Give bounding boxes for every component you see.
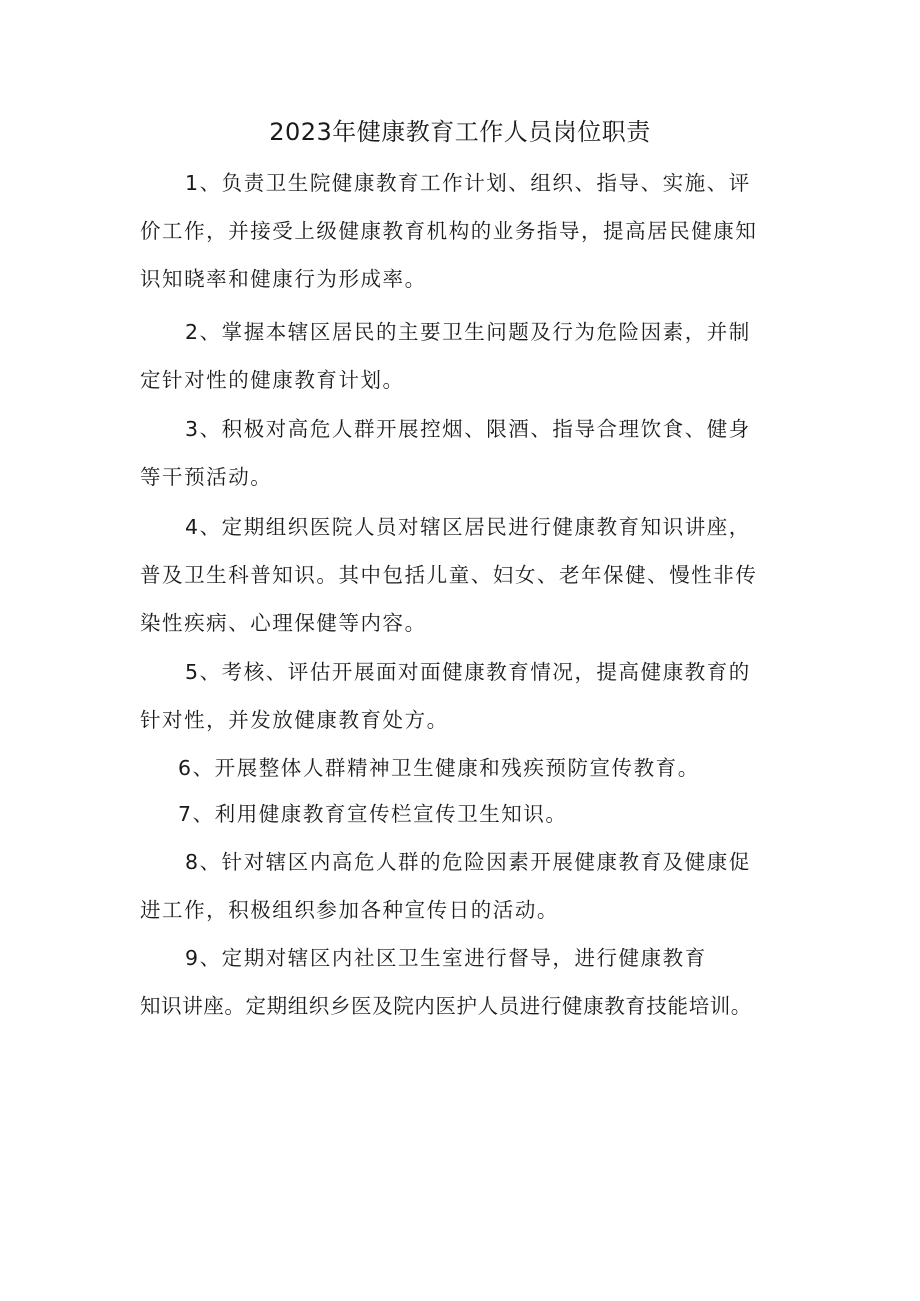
duty-6-line-1: 6、开展整体人群精神卫生健康和残疾预防宣传教育。 xyxy=(178,756,700,780)
duty-5-line-1: 5、考核、评估开展面对面健康教育情况，提高健康教育的 xyxy=(185,660,751,684)
duty-4-line-3: 染性疾病、心理保健等内容。 xyxy=(140,611,427,635)
duty-1-line-1: 1、负责卫生院健康教育工作计划、组织、指导、实施、评 xyxy=(185,171,751,195)
duty-4-line-1: 4、定期组织医院人员对辖区居民进行健康教育知识讲座， xyxy=(185,515,751,539)
duty-7-line-1: 7、利用健康教育宣传栏宣传卫生知识。 xyxy=(178,802,568,826)
duty-1-line-2: 价工作，并接受上级健康教育机构的业务指导，提高居民健康知 xyxy=(140,219,758,243)
duty-8-line-2: 进工作，积极组织参加各种宣传日的活动。 xyxy=(140,898,559,922)
duty-5-line-2: 针对性，并发放健康教育处方。 xyxy=(140,708,449,732)
duty-1-line-3: 识知晓率和健康行为形成率。 xyxy=(140,267,427,291)
duty-4-line-2: 普及卫生科普知识。其中包括儿童、妇女、老年保健、慢性非传 xyxy=(140,563,758,587)
document-title: 2023年健康教育工作人员岗位职责 xyxy=(269,118,651,146)
duty-2-line-2: 定针对性的健康教育计划。 xyxy=(140,368,405,392)
duty-3-line-1: 3、积极对高危人群开展控烟、限酒、指导合理饮食、健身 xyxy=(185,417,751,441)
duty-3-line-2: 等干预活动。 xyxy=(140,465,273,489)
duty-8-line-1: 8、针对辖区内高危人群的危险因素开展健康教育及健康促 xyxy=(185,850,751,874)
duty-9-line-1: 9、定期对辖区内社区卫生室进行督导，进行健康教育 xyxy=(185,946,707,970)
duty-2-line-1: 2、掌握本辖区居民的主要卫生问题及行为危险因素，并制 xyxy=(185,320,751,344)
duty-9-line-2: 知识讲座。定期组织乡医及院内医护人员进行健康教育技能培训。 xyxy=(140,994,752,1018)
